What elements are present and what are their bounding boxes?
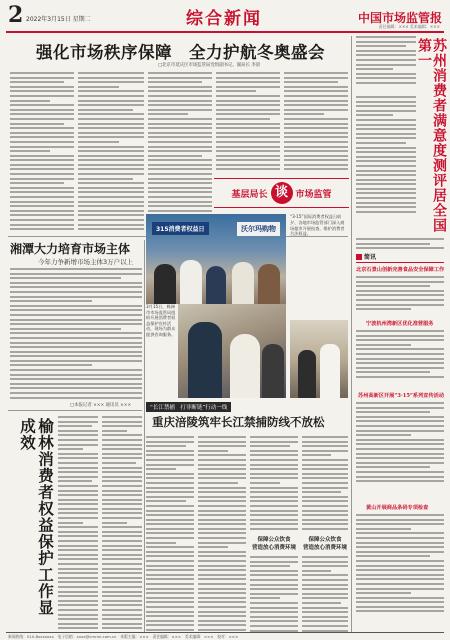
issue-date: 2022年3月15日 星期二: [26, 16, 91, 23]
chongqing-headline: 重庆涪陵筑牢长江禁捕防线不放松: [152, 415, 325, 429]
chongqing-subhead-2a: 保障公众饮食: [308, 537, 342, 543]
lead-body-col2: [78, 72, 144, 232]
chongqing-tag: “长江禁捕 打非断链”行动一线: [146, 402, 231, 412]
chongqing-body-col2: [198, 436, 246, 632]
meeting-photo: [290, 320, 348, 398]
chongqing-subhead-1: [250, 536, 298, 552]
left-lower-rule: [8, 410, 142, 411]
footer-info: 新闻热线：010-8xxxxxxx 电子信箱：xxxx@cmrnn.com.cn 本版主编：××× 责任编辑：××× 美术编辑：××× 校对：×××: [8, 634, 239, 639]
footer-rule: [6, 632, 444, 633]
story2-subhead: 今年力争新增市场主体3万户以上: [38, 258, 134, 266]
chongqing-subhead-2b: 营造放心消费环境: [302, 545, 347, 551]
lead-body-col3: [148, 72, 212, 232]
briefs-label: [356, 252, 376, 261]
lead-headline: 强化市场秩序保障 全力护航冬奥盛会: [36, 43, 325, 62]
page-header: [0, 0, 450, 32]
lead-byline: □北京市延庆区市场监管局党组副书记、副局长 李晨: [158, 63, 261, 68]
briefs-rule: [356, 262, 444, 263]
inspection-photo: [178, 304, 286, 398]
yulin-body-col2: [102, 416, 142, 630]
photo-caption-left-text: 3月15日，株洲市市场监管局组织开展消费者权益保护宣传活动，现场为群众提供咨询服务。: [146, 304, 176, 337]
yulin-vertical-title: 榆林消费者权益保护工作显成效: [18, 418, 55, 616]
event-logo: 315消费者权益日: [152, 222, 209, 235]
newspaper-brand: 中国市场监管报: [357, 11, 442, 25]
brief3-body: [356, 402, 444, 500]
event-photo: [146, 214, 286, 304]
brief1-body: [356, 276, 444, 316]
editor-line: 责任编辑：××× 美术编辑：×××: [378, 24, 440, 29]
chongqing-body-col4: [302, 436, 348, 532]
brief3-title: 苏州高新区开展“3·15”系列宣传活动: [358, 393, 445, 399]
chongqing-body-col3b: [250, 556, 298, 632]
right-column-divider: [351, 36, 352, 632]
suzhou-body-bottom: [356, 238, 444, 250]
story2-headline: 湘潭大力培育市场主体: [10, 242, 131, 256]
column-banner: [214, 178, 349, 208]
suzhou-body-mid: [356, 96, 416, 236]
people-silhouettes: [146, 256, 286, 304]
briefs-icon: [356, 254, 362, 260]
left-col-divider: [144, 240, 145, 632]
brief4-body: [356, 514, 444, 632]
brief2-title: 宁波杭州湾新区优化准营服务: [366, 321, 434, 327]
header-rule: [6, 31, 444, 33]
chongqing-body-col1: [146, 436, 194, 632]
suzhou-vertical-title: 苏州消费者满意度测评居全国第一: [416, 38, 447, 233]
lead-body-col5: [284, 72, 348, 170]
brief2-body: [356, 330, 444, 388]
brief4-title: 黄山开展商品条码专项检查: [366, 505, 429, 511]
photo-caption-right: [290, 214, 348, 320]
chongqing-subhead-2: [302, 536, 348, 552]
briefs-label-text: 简讯: [364, 254, 377, 261]
story2-reporter: □本报记者 ××× 通讯员 ×××: [70, 403, 132, 408]
lead-body-col1: [10, 72, 74, 232]
column-banner-emphasis: 谈: [271, 182, 293, 204]
column-banner-label: 基层局长: [231, 189, 268, 200]
column-banner-tail: 市场监管: [295, 189, 332, 200]
lead-body-col4: [216, 72, 280, 170]
chongqing-subhead-1b: 营造放心消费环境: [251, 545, 296, 551]
chongqing-subhead-1a: 保障公众饮食: [257, 537, 291, 543]
store-banner: 沃尔玛购物: [237, 222, 280, 236]
page-number: 2: [8, 2, 24, 28]
photo-caption-left: [146, 304, 176, 398]
section-name: 综合新闻: [186, 9, 262, 29]
yulin-body-col1: [58, 416, 98, 630]
chongqing-body-col4b: [302, 556, 348, 632]
brief1-title: 北京石景山创新完善食品安全保障工作: [356, 267, 445, 273]
suzhou-body-top: [356, 36, 416, 94]
photo-caption-right-text: “3·15”国际消费者权益日前夕，各地市场监管部门深入商场超市开展检查，维护消费者合法权益。: [290, 214, 345, 237]
chongqing-body-col3: [250, 436, 298, 532]
story2-body: [10, 268, 142, 400]
